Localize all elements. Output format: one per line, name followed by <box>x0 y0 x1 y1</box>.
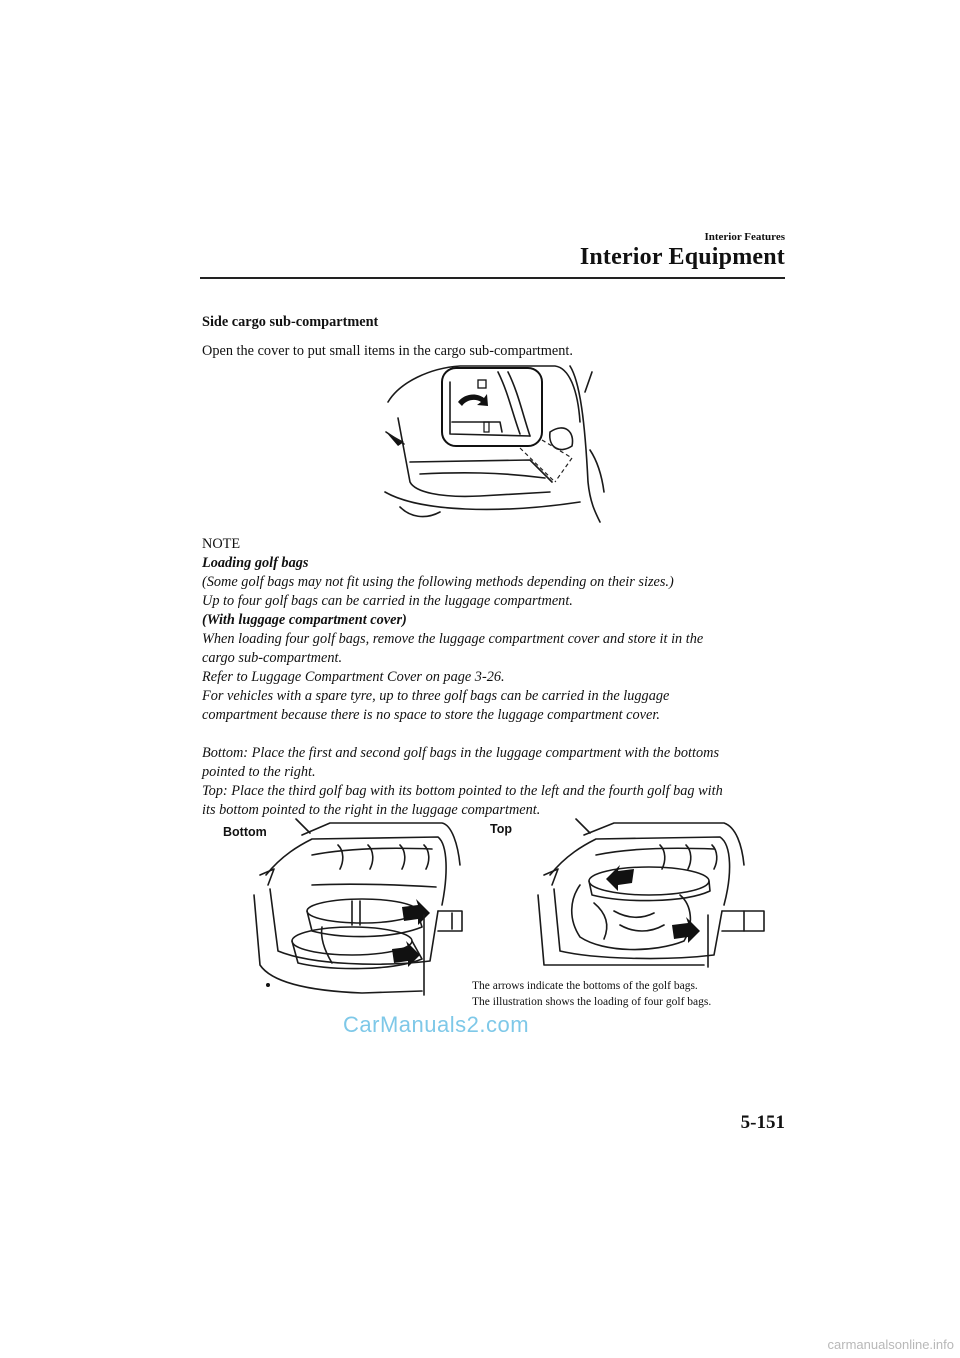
note-line: Bottom: Place the first and second golf bags in the luggage compartment with the bottoms <box>202 745 720 761</box>
note-line: Up to four golf bags can be carried in the luggage compartment. <box>202 593 573 609</box>
note-line: Refer to Luggage Compartment Cover on page 3-26. <box>202 669 505 685</box>
caption-line: The illustration shows the loading of four golf bags. <box>472 996 712 1008</box>
note-line: cargo sub-compartment. <box>202 650 343 666</box>
cargo-subcompartment-illustration <box>380 362 610 524</box>
page-number: 5-151 <box>740 1112 785 1133</box>
note-line: compartment because there is no space to store the luggage compartment cover. <box>202 707 660 723</box>
footer-watermark: carmanualsonline.info <box>827 1337 954 1352</box>
note-subheading: (With luggage compartment cover) <box>202 612 407 628</box>
note-line: pointed to the right. <box>202 764 316 780</box>
note-line: Top: Place the third golf bag with its bottom pointed to the left and the fourth golf bag with <box>202 783 723 799</box>
note-line: For vehicles with a spare tyre, up to three golf bags can be carried in the luggage <box>202 688 670 704</box>
intro-paragraph: Open the cover to put small items in the cargo sub-compartment. <box>202 343 573 359</box>
note-line: (Some golf bags may not fit using the following methods depending on their sizes.) <box>202 574 674 590</box>
note-line: When loading four golf bags, remove the luggage compartment cover and store it in the <box>202 631 704 647</box>
section-label: Interior Features <box>704 231 785 243</box>
note-label: NOTE <box>202 536 241 552</box>
note-title: Loading golf bags <box>202 555 309 571</box>
caption-line: The arrows indicate the bottoms of the golf bags. <box>472 980 698 992</box>
page-title: Interior Equipment <box>579 244 785 270</box>
golf-bags-bottom-illustration <box>252 815 470 1003</box>
golf-bags-top-illustration <box>524 815 774 975</box>
figure-caption <box>472 978 772 1010</box>
note-line: its bottom pointed to the right in the luggage compartment. <box>202 802 541 818</box>
note-block <box>202 554 792 820</box>
header-rule <box>200 277 785 279</box>
label-top: Top <box>490 822 512 836</box>
label-bottom: Bottom <box>223 825 267 839</box>
watermark: CarManuals2.com <box>343 1012 530 1037</box>
section-heading: Side cargo sub-compartment <box>202 314 379 330</box>
